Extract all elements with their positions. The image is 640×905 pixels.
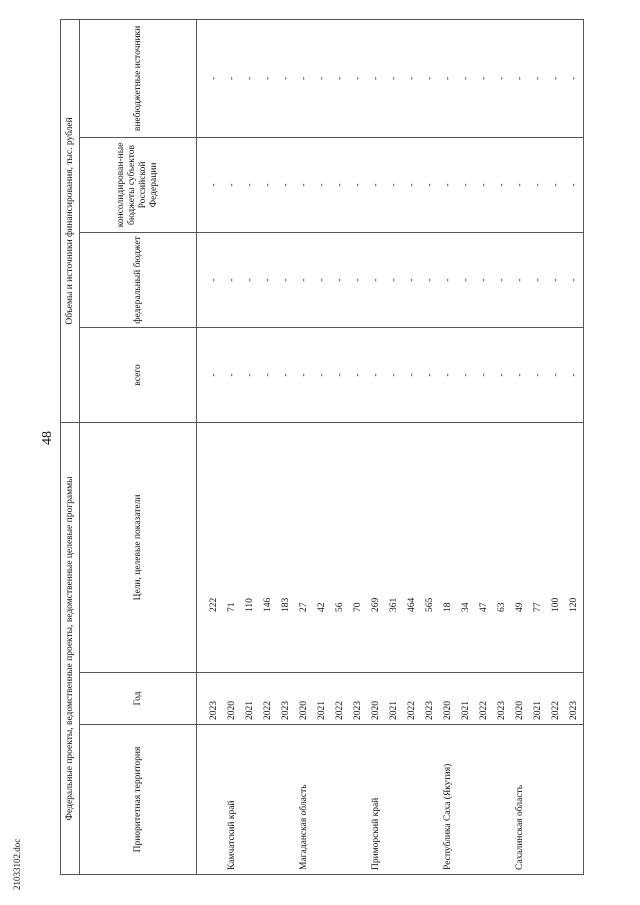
consolidated-budget-cell: -: [439, 137, 457, 232]
col-header-total: всего: [80, 327, 197, 422]
territory-cell: [385, 725, 403, 875]
goal-value-cell: 42: [313, 422, 331, 672]
total-cell: -: [223, 327, 241, 422]
goal-value-cell: 18: [439, 422, 457, 672]
table-row: [457, 19, 475, 874]
financing-table: [60, 19, 584, 875]
total-cell: -: [385, 327, 403, 422]
extrabudget-cell: -: [349, 19, 367, 137]
total-cell: -: [493, 327, 511, 422]
territory-cell: [475, 725, 493, 875]
table-row: [313, 19, 331, 874]
goal-value-cell: 71: [223, 422, 241, 672]
federal-budget-cell: -: [197, 232, 224, 327]
consolidated-budget-cell: -: [403, 137, 421, 232]
goal-value-cell: 565: [421, 422, 439, 672]
footer-file-code: 21033102.doc: [12, 838, 22, 890]
total-cell: -: [529, 327, 547, 422]
territory-cell: Камчатский край: [223, 725, 241, 875]
consolidated-budget-cell: -: [493, 137, 511, 232]
goal-value-cell: 146: [259, 422, 277, 672]
consolidated-budget-cell: -: [313, 137, 331, 232]
extrabudget-cell: -: [547, 19, 565, 137]
col-header-year: Год: [80, 673, 197, 725]
table-row: [529, 19, 547, 874]
year-cell: 2023: [277, 673, 295, 725]
federal-budget-cell: -: [277, 232, 295, 327]
consolidated-budget-cell: -: [421, 137, 439, 232]
total-cell: -: [313, 327, 331, 422]
territory-cell: [349, 725, 367, 875]
goal-value-cell: 77: [529, 422, 547, 672]
year-cell: 2023: [349, 673, 367, 725]
territory-cell: [493, 725, 511, 875]
territory-cell: [197, 725, 224, 875]
consolidated-budget-cell: -: [457, 137, 475, 232]
territory-cell: [457, 725, 475, 875]
goal-value-cell: 47: [475, 422, 493, 672]
table-row: [331, 19, 349, 874]
year-cell: 2023: [421, 673, 439, 725]
table-row: [349, 19, 367, 874]
year-cell: 2022: [259, 673, 277, 725]
federal-budget-cell: -: [295, 232, 313, 327]
extrabudget-cell: -: [457, 19, 475, 137]
federal-budget-cell: -: [511, 232, 529, 327]
extrabudget-cell: -: [385, 19, 403, 137]
table-row: [197, 19, 224, 874]
year-cell: 2021: [241, 673, 259, 725]
extrabudget-cell: -: [277, 19, 295, 137]
goal-value-cell: 361: [385, 422, 403, 672]
total-cell: -: [547, 327, 565, 422]
extrabudget-cell: -: [403, 19, 421, 137]
goal-value-cell: 56: [331, 422, 349, 672]
col-header-territory: Приоритетная территория: [80, 725, 197, 875]
federal-budget-cell: -: [367, 232, 385, 327]
consolidated-budget-cell: -: [547, 137, 565, 232]
year-cell: 2022: [331, 673, 349, 725]
goal-value-cell: 49: [511, 422, 529, 672]
extrabudget-cell: -: [241, 19, 259, 137]
table-row: [475, 19, 493, 874]
total-cell: -: [367, 327, 385, 422]
federal-budget-cell: -: [259, 232, 277, 327]
consolidated-budget-cell: -: [385, 137, 403, 232]
total-cell: -: [349, 327, 367, 422]
extrabudget-cell: -: [295, 19, 313, 137]
extrabudget-cell: -: [313, 19, 331, 137]
table-row: [439, 19, 457, 874]
territory-cell: [277, 725, 295, 875]
territory-cell: [331, 725, 349, 875]
territory-cell: Республика Саха (Якутия): [439, 725, 457, 875]
consolidated-budget-cell: -: [241, 137, 259, 232]
federal-budget-cell: -: [493, 232, 511, 327]
consolidated-budget-cell: -: [331, 137, 349, 232]
goal-value-cell: 34: [457, 422, 475, 672]
extrabudget-cell: -: [529, 19, 547, 137]
territory-cell: Сахалинская область: [511, 725, 529, 875]
year-cell: 2022: [403, 673, 421, 725]
page-number: 48: [40, 431, 55, 445]
federal-budget-cell: -: [439, 232, 457, 327]
group-header-projects: Федеральные проекты, ведомственные проекты, ведомственные целевые программы: [61, 422, 80, 874]
year-cell: 2022: [475, 673, 493, 725]
total-cell: -: [259, 327, 277, 422]
table-body: [197, 19, 584, 874]
consolidated-budget-cell: -: [565, 137, 584, 232]
year-cell: 2023: [565, 673, 584, 725]
goal-value-cell: 70: [349, 422, 367, 672]
total-cell: -: [421, 327, 439, 422]
territory-cell: [565, 725, 584, 875]
consolidated-budget-cell: -: [277, 137, 295, 232]
year-cell: 2020: [439, 673, 457, 725]
consolidated-budget-cell: -: [511, 137, 529, 232]
table-row: [259, 19, 277, 874]
territory-cell: Приморский край: [367, 725, 385, 875]
total-cell: -: [277, 327, 295, 422]
year-cell: 2023: [197, 673, 224, 725]
territory-cell: [421, 725, 439, 875]
extrabudget-cell: -: [259, 19, 277, 137]
federal-budget-cell: -: [331, 232, 349, 327]
federal-budget-cell: -: [421, 232, 439, 327]
federal-budget-cell: -: [565, 232, 584, 327]
territory-cell: [529, 725, 547, 875]
goal-value-cell: 269: [367, 422, 385, 672]
table-row: [565, 19, 584, 874]
consolidated-budget-cell: -: [259, 137, 277, 232]
table-row: [367, 19, 385, 874]
total-cell: -: [403, 327, 421, 422]
extrabudget-cell: -: [439, 19, 457, 137]
total-cell: -: [331, 327, 349, 422]
total-cell: -: [511, 327, 529, 422]
territory-cell: Магаданская область: [295, 725, 313, 875]
goal-value-cell: 100: [547, 422, 565, 672]
consolidated-budget-cell: -: [223, 137, 241, 232]
year-cell: 2022: [547, 673, 565, 725]
col-header-goals: Цели, целевые показатели: [80, 422, 197, 672]
total-cell: -: [295, 327, 313, 422]
table-row: [403, 19, 421, 874]
goal-value-cell: 464: [403, 422, 421, 672]
federal-budget-cell: -: [403, 232, 421, 327]
federal-budget-cell: -: [475, 232, 493, 327]
consolidated-budget-cell: -: [367, 137, 385, 232]
extrabudget-cell: -: [421, 19, 439, 137]
total-cell: -: [457, 327, 475, 422]
consolidated-budget-cell: -: [475, 137, 493, 232]
federal-budget-cell: -: [529, 232, 547, 327]
year-cell: 2023: [493, 673, 511, 725]
consolidated-budget-cell: -: [197, 137, 224, 232]
extrabudget-cell: -: [367, 19, 385, 137]
territory-cell: [241, 725, 259, 875]
goal-value-cell: 222: [197, 422, 224, 672]
total-cell: -: [241, 327, 259, 422]
table-row: [421, 19, 439, 874]
territory-cell: [313, 725, 331, 875]
goal-value-cell: 110: [241, 422, 259, 672]
territory-cell: [547, 725, 565, 875]
extrabudget-cell: -: [493, 19, 511, 137]
extrabudget-cell: -: [511, 19, 529, 137]
goal-value-cell: 27: [295, 422, 313, 672]
col-header-consolidated: консолидирован-ные бюджеты субъектов Российской Федерации: [80, 137, 197, 232]
year-cell: 2021: [529, 673, 547, 725]
federal-budget-cell: -: [457, 232, 475, 327]
consolidated-budget-cell: -: [295, 137, 313, 232]
federal-budget-cell: -: [313, 232, 331, 327]
table-row: [511, 19, 529, 874]
table-row: [493, 19, 511, 874]
total-cell: -: [565, 327, 584, 422]
extrabudget-cell: -: [331, 19, 349, 137]
extrabudget-cell: -: [565, 19, 584, 137]
goal-value-cell: 63: [493, 422, 511, 672]
goal-value-cell: 183: [277, 422, 295, 672]
col-header-extrabudget: внебюджетные источники: [80, 19, 197, 137]
table-row: [385, 19, 403, 874]
consolidated-budget-cell: -: [529, 137, 547, 232]
territory-cell: [403, 725, 421, 875]
goal-value-cell: 120: [565, 422, 584, 672]
year-cell: 2021: [457, 673, 475, 725]
extrabudget-cell: -: [223, 19, 241, 137]
federal-budget-cell: -: [385, 232, 403, 327]
group-header-financing: Объемы и источники финансирования, тыс. рублей: [61, 19, 80, 422]
financing-table-wrapper: [60, 20, 580, 875]
year-cell: 2021: [313, 673, 331, 725]
consolidated-budget-cell: -: [349, 137, 367, 232]
table-row: [277, 19, 295, 874]
year-cell: 2020: [295, 673, 313, 725]
federal-budget-cell: -: [547, 232, 565, 327]
extrabudget-cell: -: [475, 19, 493, 137]
total-cell: -: [197, 327, 224, 422]
federal-budget-cell: -: [349, 232, 367, 327]
table-row: [241, 19, 259, 874]
year-cell: 2021: [385, 673, 403, 725]
table-row: [223, 19, 241, 874]
table-row: [547, 19, 565, 874]
federal-budget-cell: -: [223, 232, 241, 327]
federal-budget-cell: -: [241, 232, 259, 327]
year-cell: 2020: [367, 673, 385, 725]
extrabudget-cell: -: [197, 19, 224, 137]
year-cell: 2020: [223, 673, 241, 725]
territory-cell: [259, 725, 277, 875]
table-row: [295, 19, 313, 874]
total-cell: -: [439, 327, 457, 422]
total-cell: -: [475, 327, 493, 422]
year-cell: 2020: [511, 673, 529, 725]
col-header-federal: федеральный бюджет: [80, 232, 197, 327]
